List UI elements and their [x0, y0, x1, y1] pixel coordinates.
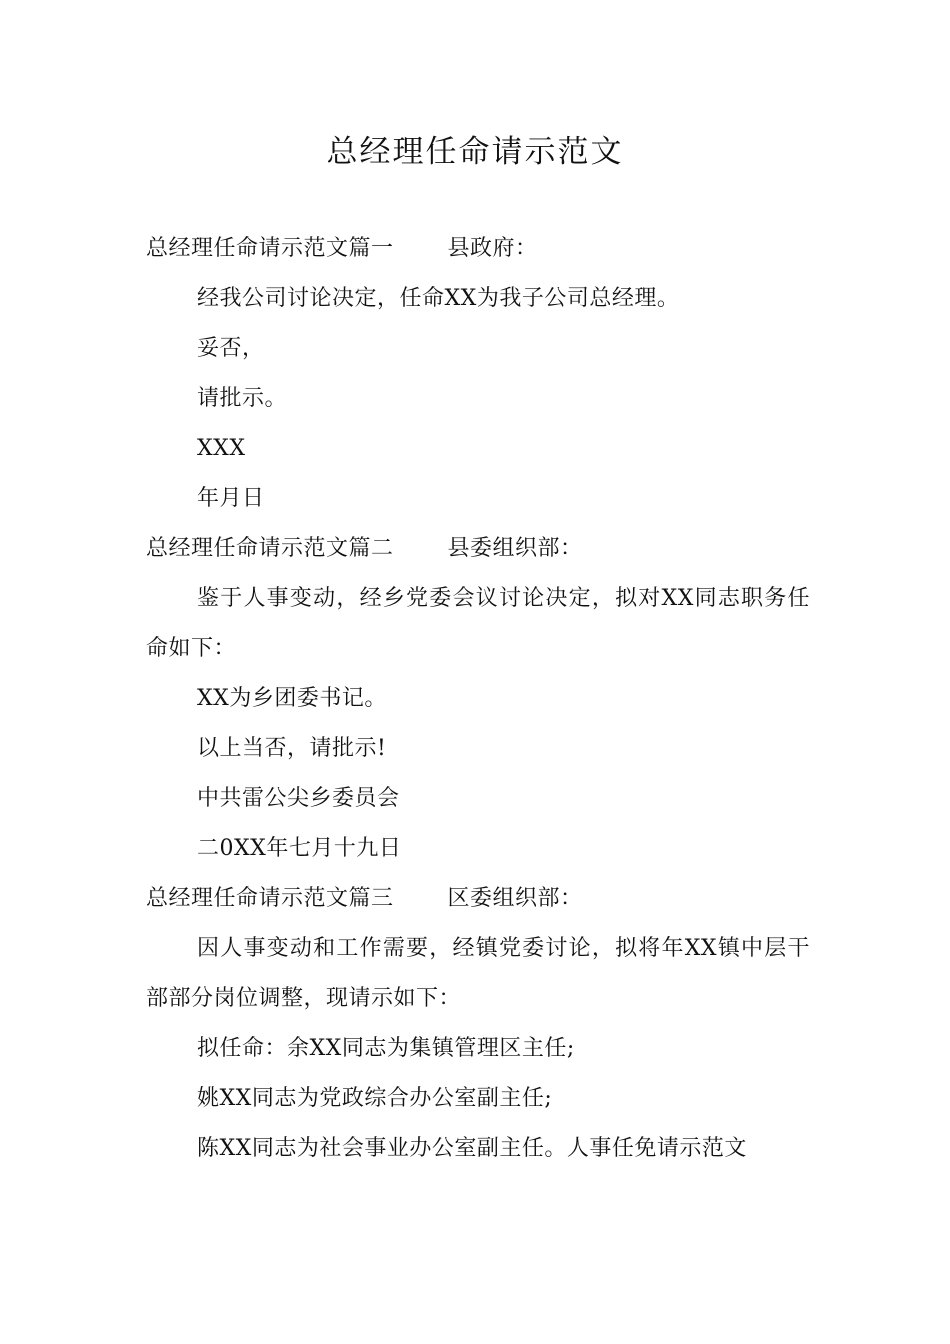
paragraph: 请批示。 [197, 386, 288, 411]
section-heading-text: 总经理任命请示范文篇一 [146, 236, 394, 261]
section-heading-text: 总经理任命请示范文篇三 [146, 886, 394, 911]
paragraph: 鉴于人事变动，经乡党委会议讨论决定，拟对XX同志职务任命如下： [146, 586, 810, 661]
section-addressee: 县政府： [447, 236, 538, 261]
section-addressee: 县委组织部： [447, 536, 583, 561]
paragraph: 以上当否，请批示! [197, 736, 387, 761]
section-heading-2 [146, 524, 810, 574]
paragraph: 陈XX同志为社会事业办公室副主任。人事任免请示范文 [197, 1136, 747, 1161]
paragraph: 拟任命：余XX同志为集镇管理区主任; [197, 1036, 575, 1061]
section-addressee: 区委组织部： [447, 886, 583, 911]
signature: 中共雷公尖乡委员会 [197, 786, 400, 811]
paragraph: XX为乡团委书记。 [197, 686, 387, 711]
document-title: 总经理任命请示范文 [326, 134, 624, 170]
paragraph: 妥否， [197, 336, 265, 361]
section-heading-text: 总经理任命请示范文篇二 [146, 536, 394, 561]
paragraph: 因人事变动和工作需要，经镇党委讨论，拟将年XX镇中层干部部分岗位调整，现请示如下： [146, 936, 810, 1011]
date: 年月日 [197, 486, 265, 511]
section-heading-1 [146, 224, 810, 274]
date: 二0XX年七月十九日 [197, 836, 402, 861]
paragraph: 姚XX同志为党政综合办公室副主任; [197, 1086, 553, 1111]
section-heading-3 [146, 874, 810, 924]
document-body [146, 224, 810, 1174]
signature: XXX [197, 436, 246, 461]
paragraph: 经我公司讨论决定，任命XX为我子公司总经理。 [197, 286, 680, 311]
